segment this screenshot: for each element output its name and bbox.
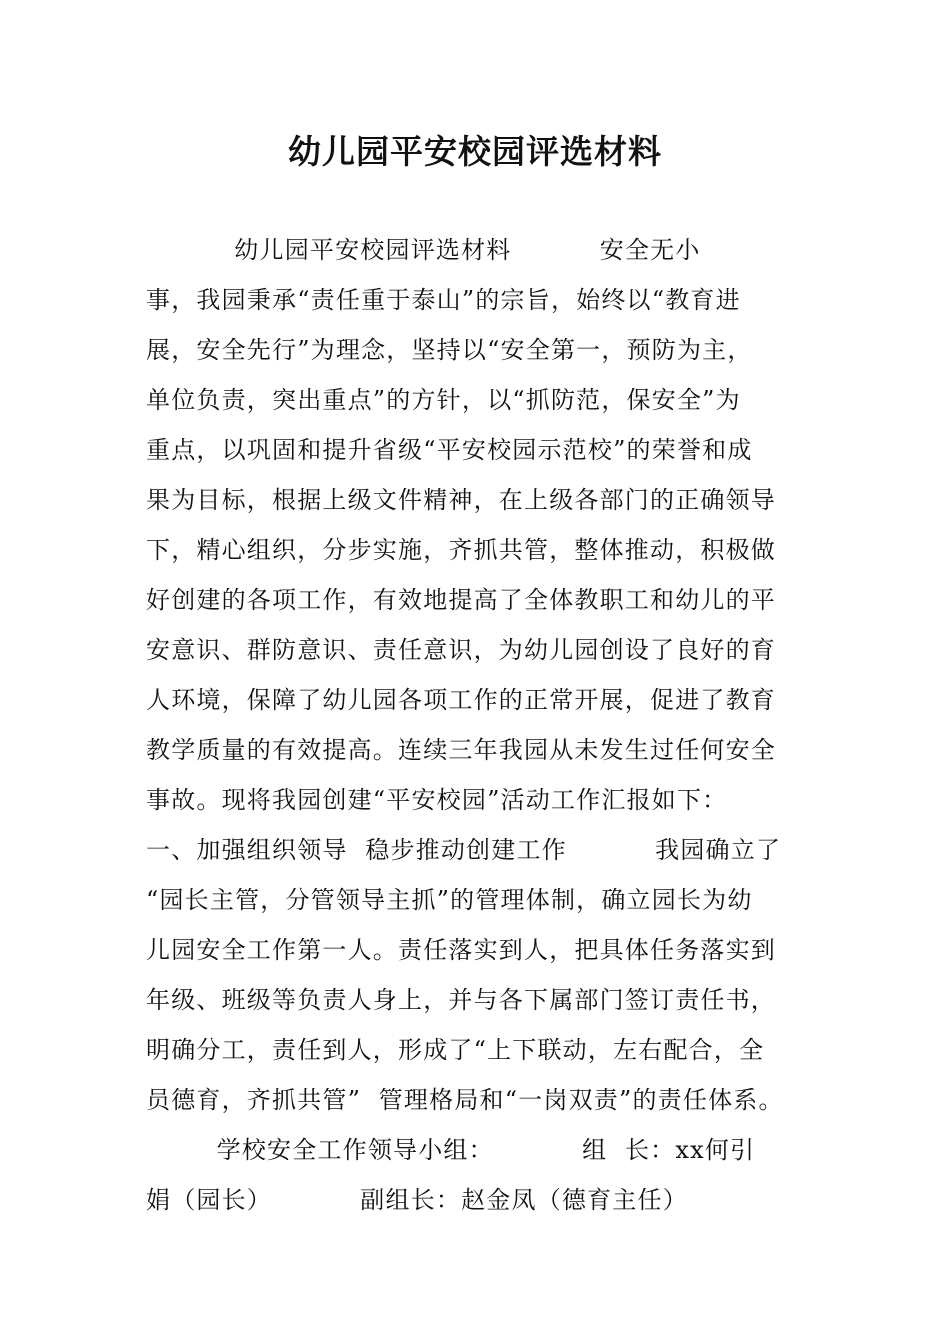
body-line-15: 儿园安全工作第一人。责任落实到人，把具体任务落实到	[146, 936, 776, 964]
body-line-1: 幼儿园平安校园评选材料 安全无小	[146, 236, 701, 264]
body-line-12: 事故。现将我园创建“平安校园”活动工作汇报如下：	[146, 786, 728, 814]
body-line-19: 学校安全工作领导小组： 组 长：xx何引	[146, 1136, 756, 1164]
body-line-7: 下，精心组织，分步实施，齐抓共管，整体推动，积极做	[146, 536, 776, 564]
body-line-14: “园长主管，分管领导主抓”的管理体制，确立园长为幼	[146, 886, 753, 914]
body-line-16: 年级、班级等负责人身上，并与各下属部门签订责任书，	[146, 986, 776, 1014]
body-line-5: 重点，以巩固和提升省级“平安校园示范校”的荣誉和成	[146, 436, 753, 464]
body-line-20: 娟（园长） 副组长：赵金凤（德育主任）	[146, 1186, 688, 1214]
body-line-11: 教学质量的有效提高。连续三年我园从未发生过任何安全	[146, 736, 776, 764]
body-line-3: 展，安全先行”为理念，坚持以“安全第一，预防为主，	[146, 336, 753, 364]
body-line-17: 明确分工，责任到人，形成了“上下联动，左右配合，全	[146, 1036, 765, 1064]
document-title: 幼儿园平安校园评选材料	[288, 132, 662, 171]
body-line-2: 事，我园秉承“责任重于泰山”的宗旨，始终以“教育进	[146, 286, 741, 314]
body-line-9: 安意识、群防意识、责任意识，为幼儿园创设了良好的育	[146, 636, 776, 664]
body-line-6: 果为目标，根据上级文件精神，在上级各部门的正确领导	[146, 486, 776, 514]
body-line-13: 一、加强组织领导 稳步推动创建工作 我园确立了	[146, 836, 782, 864]
body-line-10: 人环境，保障了幼儿园各项工作的正常开展，促进了教育	[146, 686, 776, 714]
body-line-8: 好创建的各项工作，有效地提高了全体教职工和幼儿的平	[146, 586, 776, 614]
body-line-4: 单位负责，突出重点”的方针，以“抓防范，保安全”为	[146, 386, 741, 414]
body-line-18: 员德育，齐抓共管” 管理格局和“一岗双责”的责任体系。	[146, 1086, 784, 1114]
